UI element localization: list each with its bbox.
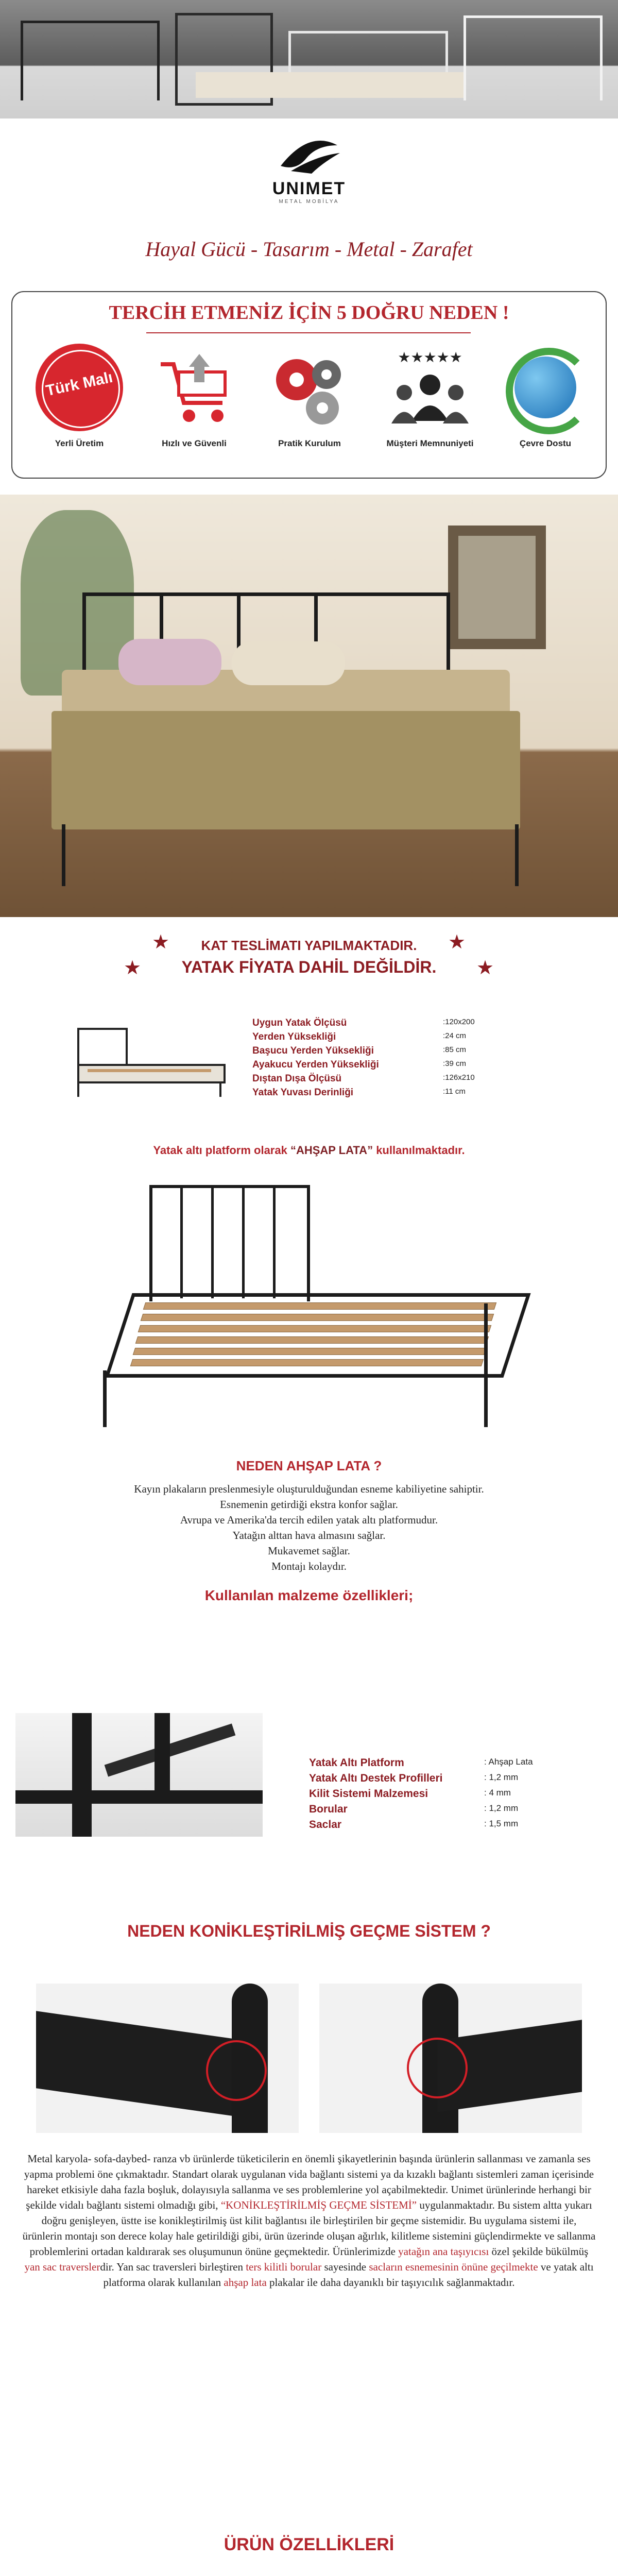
brand-name: UNIMET — [272, 179, 346, 198]
bed-frame-slats-image — [88, 1185, 530, 1432]
dimension-row: Başucu Yerden Yüksekliği :85 cm — [252, 1045, 467, 1056]
material-row: Saclar : 1,5 mm — [309, 1819, 519, 1831]
reason-item — [381, 344, 479, 449]
delivery-line-1: KAT TESLİMATI YAPILMAKTADIR. — [201, 938, 417, 953]
dimension-row: Dıştan Dışa Ölçüsü :126x210 — [252, 1073, 475, 1084]
material-row: Yatak Altı Platform : Ahşap Lata — [309, 1757, 533, 1769]
brand-logo — [258, 135, 360, 205]
reason-label: Yerli Üretim — [55, 438, 104, 448]
dimension-row: Uygun Yatak Ölçüsü :120x200 — [252, 1018, 475, 1028]
why-wood-line: Kayın plakaların preslenmesiyle oluşturulduğundan esneme kabiliyetine sahiptir. — [134, 1483, 484, 1495]
recycle-globe-icon — [502, 344, 589, 431]
frame-closeup-photo — [15, 1713, 263, 1837]
reason-item — [496, 344, 594, 449]
dimension-row: Yerden Yüksekliği :24 cm — [252, 1031, 467, 1042]
conical-paragraph: Metal karyola- sofa-daybed- ranza vb ürünlerde tüketicilerin en önemli şikayetlerinin başında ürünlerin sallanması ve zamanla ses yapma problemi öne çıkmaktadır. Standart olarak uygulanan vida bağlantı sistemi ya da kızaklı bağlantı sistemleri zaman içerisinde hareket etkisiyle daha fazla boşluk, dolayısıyla sallanma ve ses problemlerine yol açabilmektedir. Unimet ürünlerinde herhangi bir şekilde vidalı bağlantı sistemi olmadığı gibi, “KONİKLEŞTİRİLMİŞ GEÇME SİSTEMİ” uygulanmaktadır. Bu sistem altta yukarı doğru genişleyen, üstte ise konikleştirilmiş üst kilit bağlantısı ile birleştirilen bir geçme sistemidir. Bu uygulama sistemi ile, ürünlerin montajı son derece kolay hale getirildiği gibi, ürün üzerinde oluşan ağırlık, kilitleme sistemini güçlendirmekte ve sallanma problemlerini ortadan kaldırarak ses oluşumunun önüne geçmektedir. Ürünlerimizde yatağın ana taşıyıcısı özel şekilde bükülmüş yan sac traverslerdir. Yan sac traversleri birleştiren ters kilitli borular sayesinde sacların esnemesinin önüne geçilmekte ve yatak altı platforma olarak kullanılan ahşap lata plakalar ile daha dayanıklı bir taşıyıcılık sağlanmaktadır. — [22, 2153, 596, 2289]
material-row: Kilit Sistemi Malzemesi : 4 mm — [309, 1788, 511, 1800]
materials-title: Kullanılan malzeme özellikleri; — [204, 1587, 414, 1603]
materials-table — [309, 1757, 597, 1834]
dimension-row: Ayakucu Yerden Yüksekliği :39 cm — [252, 1059, 467, 1070]
why-wood-line: Esnemenin getirdiği ekstra konfor sağlar. — [220, 1498, 398, 1511]
slat-caption: Yatak altı platform olarak “AHŞAP LATA” kullanılmaktadır. — [153, 1144, 465, 1157]
unimet-logo-icon — [276, 135, 342, 176]
star-icon: ★ — [152, 931, 170, 953]
reason-item — [261, 344, 358, 449]
star-icon: ★ — [476, 957, 494, 979]
material-row: Yatak Altı Destek Profilleri : 1,2 mm — [309, 1772, 519, 1784]
turkish-product-badge-icon — [36, 344, 123, 431]
shopping-cart-icon — [150, 344, 238, 431]
delivery-notice — [103, 927, 515, 989]
reason-label: Müşteri Memnuniyeti — [386, 438, 474, 448]
star-icon: ★ — [124, 957, 142, 979]
features-title: ÜRÜN ÖZELLİKLERİ — [224, 2535, 394, 2554]
dimension-row: Yatak Yuvası Derinliği :11 cm — [252, 1087, 466, 1098]
reason-label: Pratik Kurulum — [278, 438, 341, 448]
product-photo-bedroom — [0, 495, 618, 917]
reason-item — [145, 344, 243, 449]
brand-tagline: METAL MOBİLYA — [279, 199, 339, 205]
conical-joint-photo-right — [319, 1984, 582, 2133]
badge-text: Türk Malı — [44, 368, 114, 400]
header-photo-strip — [0, 0, 618, 118]
why-wood-line: Avrupa ve Amerika'da tercih edilen yatak altı platformudur. — [180, 1514, 438, 1526]
why-wood-line: Mukavemet sağlar. — [268, 1545, 350, 1557]
why-wood-line: Yatağın alttan hava almasını sağlar. — [232, 1529, 386, 1541]
delivery-line-2: YATAK FİYATA DAHİL DEĞİLDİR. — [181, 958, 437, 976]
reasons-box — [11, 291, 607, 479]
reason-label: Hızlı ve Güvenli — [162, 438, 227, 448]
five-star-people-icon: ★★★★★ — [386, 344, 474, 431]
star-icon: ★ — [448, 931, 466, 953]
conical-joint-photo-left — [36, 1984, 299, 2133]
gears-icon — [266, 344, 353, 431]
bed-dimension-sketch — [72, 1018, 227, 1100]
why-wood-title: NEDEN AHŞAP LATA ? — [236, 1458, 382, 1473]
conical-title: NEDEN KONİKLEŞTİRİLMİŞ GEÇME SİSTEM ? — [127, 1922, 491, 1940]
reason-label: Çevre Dostu — [519, 438, 572, 448]
why-wood-section — [0, 1458, 618, 1604]
why-wood-line: Montajı kolaydır. — [271, 1560, 347, 1572]
reason-item — [30, 344, 128, 449]
material-row: Borular : 1,2 mm — [309, 1803, 519, 1815]
slogan: Hayal Gücü - Tasarım - Metal - Zarafet — [145, 238, 473, 261]
reasons-title: TERCİH ETMENİZ İÇİN 5 DOĞRU NEDEN ! — [109, 302, 509, 324]
dimension-table — [252, 1018, 520, 1101]
